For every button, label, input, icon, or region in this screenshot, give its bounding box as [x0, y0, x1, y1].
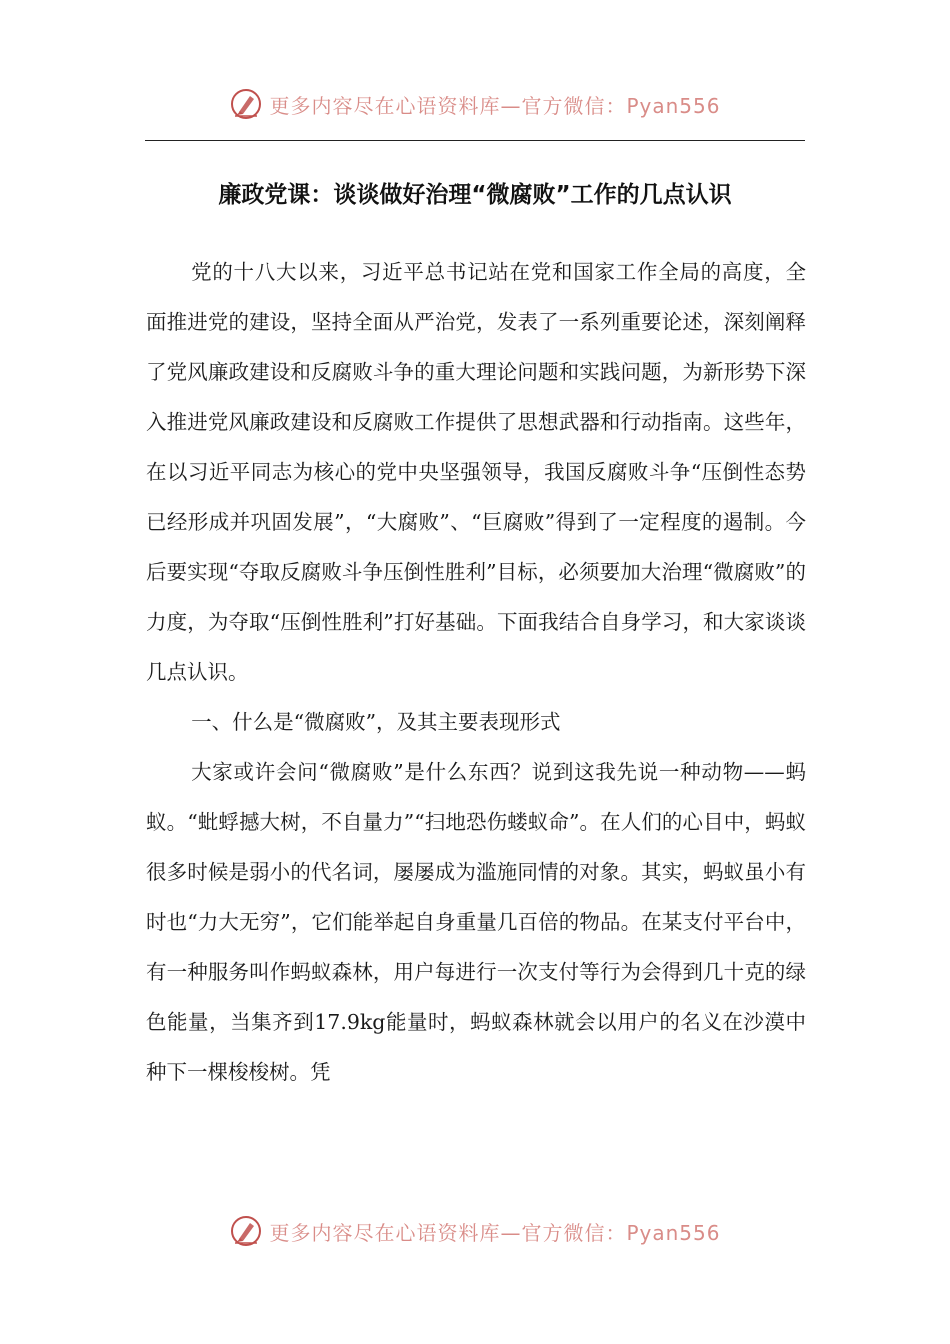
pen-nib-logo-icon [229, 87, 263, 121]
header-divider [145, 140, 805, 141]
watermark-text: 更多内容尽在心语资料库—官方微信：Pyan556 [269, 1220, 721, 1245]
document-title: 廉政党课：谈谈做好治理“微腐败”工作的几点认识 [218, 182, 732, 208]
footer-watermark [0, 1211, 950, 1251]
section-heading: 一、什么是“微腐败”，及其主要表现形式 [191, 710, 561, 734]
pen-nib-logo-icon [229, 1214, 263, 1248]
paragraph-intro: 党的十八大以来，习近平总书记站在党和国家工作全局的高度，全面推进党的建设，坚持全面从严治党，发表了一系列重要论述，深刻阐释了党风廉政建设和反腐败斗争的重大理论问题和实践问题，为新形势下深入推进党风廉政建设和反腐败工作提供了思想武器和行动指南。这些年，在以习近平同志为核心的党中央坚强领导，我国反腐败斗争“压倒性态势已经形成并巩固发展”，“大腐败”、“巨腐败”得到了一定程度的遏制。今后要实现“夺取反腐败斗争压倒性胜利”目标，必须要加大治理“微腐败”的力度，为夺取“压倒性胜利”打好基础。下面我结合自身学习，和大家谈谈几点认识。 [146, 260, 806, 684]
header-watermark [0, 84, 950, 124]
document-body [146, 247, 806, 1097]
watermark-text: 更多内容尽在心语资料库—官方微信：Pyan556 [269, 93, 721, 118]
paragraph-ant-analogy: 大家或许会问“微腐败”是什么东西？说到这我先说一种动物——蚂蚁。“蚍蜉撼大树，不自量力”“扫地恐伤蝼蚁命”。在人们的心目中，蚂蚁很多时候是弱小的代名词，屡屡成为滥施同情的对象。其实，蚂蚁虽小有时也“力大无穷”，它们能举起自身重量几百倍的物品。在某支付平台中，有一种服务叫作蚂蚁森林，用户每进行一次支付等行为会得到几十克的绿色能量，当集齐到17.9kg能量时，蚂蚁森林就会以用户的名义在沙漠中种下一棵梭梭树。凭 [146, 760, 806, 1084]
